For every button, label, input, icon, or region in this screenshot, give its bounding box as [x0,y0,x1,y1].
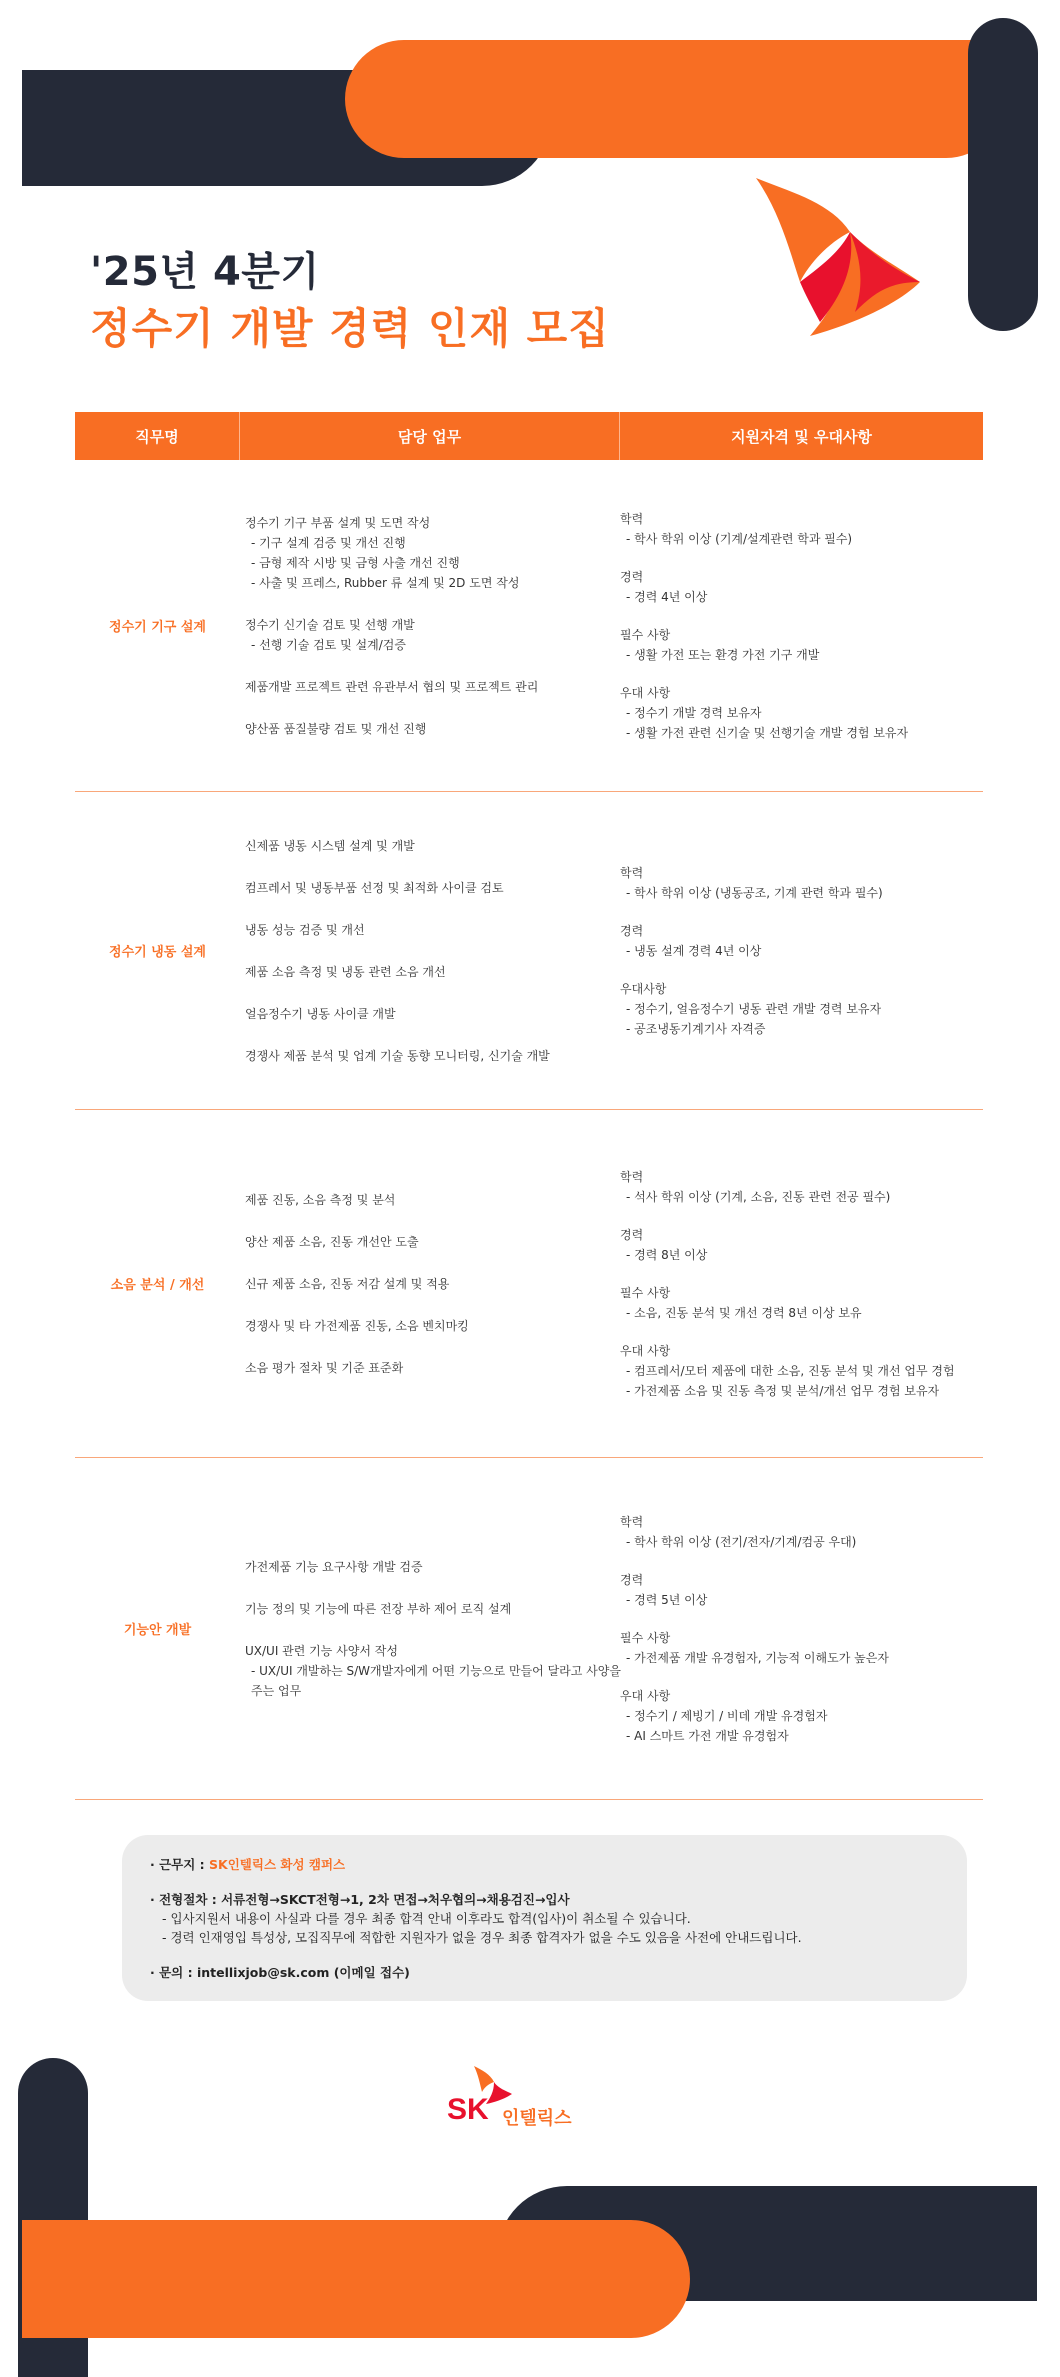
duty-item [245,1557,625,1577]
qual-title: 우대사항 [620,981,667,996]
qual-group [620,1341,983,1401]
qual-item: - 생활 가전 또는 환경 가전 기구 개발 [626,647,820,662]
qual-item: - 학사 학위 이상 (기계/설계관련 학과 필수) [626,531,853,546]
duty-item [245,1316,625,1336]
info-box [122,1835,967,2001]
duties-cell [245,792,625,1109]
info-location-label: · 근무지 : [150,1857,210,1872]
duty-item [245,962,625,982]
info-contact-label: · 문의 : [150,1965,197,1980]
qual-title: 필수 사항 [620,627,671,642]
qual-item: - 학사 학위 이상 (전기/전자/기계/컴공 우대) [626,1534,857,1549]
qualifications-cell [620,1110,983,1457]
column-header-qualifications: 지원자격 및 우대사항 [731,427,872,446]
duty-subtext: - 사출 및 프레스, Rubber 류 설계 및 2D 도면 작성 [251,575,520,590]
qual-item: - 정수기 / 제빙기 / 비데 개발 유경험자 [626,1708,828,1723]
info-location-value: SK인텔릭스 화성 캠퍼스 [209,1857,346,1872]
qual-group [620,863,983,903]
qual-item: - AI 스마트 가전 개발 유경험자 [626,1728,789,1743]
table-row [75,1110,983,1458]
qual-title: 우대 사항 [620,685,671,700]
duty-text: 제품 소음 측정 및 냉동 관련 소음 개선 [245,964,446,979]
table-header [75,412,983,460]
qual-item: - 정수기, 얼음정수기 냉동 관련 개발 경력 보유자 [626,1001,882,1016]
qualifications-cell [620,1458,983,1799]
qual-group [620,1512,983,1552]
qual-group [620,683,983,743]
column-header-job: 직무명 [75,412,240,460]
duty-item [245,1046,625,1066]
duty-item [245,513,625,593]
qual-item: - 경력 5년 이상 [626,1592,708,1607]
column-header-duties: 담당 업무 [240,412,620,460]
qual-item: - 경력 4년 이상 [626,589,708,604]
duty-item [245,615,625,655]
info-process [150,1890,939,1909]
qual-item: - 가전제품 개발 유경험자, 기능적 이해도가 높은자 [626,1650,889,1665]
duty-item [245,1358,625,1378]
duty-text: 경쟁사 제품 분석 및 업계 기술 동향 모니터링, 신기술 개발 [245,1048,550,1063]
qual-item: - 가전제품 소음 및 진동 측정 및 분석/개선 업무 경험 보유자 [626,1383,940,1398]
duty-text: 양산 제품 소음, 진동 개선안 도출 [245,1234,419,1249]
info-contact [150,1963,939,1982]
qual-group [620,1225,983,1265]
qual-group [620,1686,983,1746]
qual-title: 필수 사항 [620,1285,671,1300]
info-process-label: · 전형절차 : [150,1892,222,1907]
qual-item: - 공조냉동기계기사 자격증 [626,1021,766,1036]
qual-group [620,509,983,549]
footer-sk-logo: SK [447,2093,489,2126]
qualifications-cell [620,792,983,1109]
info-contact-value[interactable]: intellixjob@sk.com (이메일 접수) [196,1965,410,1980]
duty-item [245,1232,625,1252]
qual-group [620,979,983,1039]
qual-item: - 생활 가전 관련 신기술 및 선행기술 개발 경험 보유자 [626,725,909,740]
duty-subtext: - UX/UI 개발하는 S/W개발자에게 어떤 기능으로 만들어 달라고 사양을 주는 업무 [251,1663,621,1698]
info-process-value: 서류전형→SKCT전형→1, 2차 면접→처우협의→채용검진→입사 [221,1892,570,1907]
info-location [150,1855,939,1874]
qual-title: 경력 [620,1572,644,1587]
qual-title: 학력 [620,865,644,880]
duty-text: 컴프레서 및 냉동부품 선정 및 최적화 사이클 검토 [245,880,504,895]
duty-text: 양산품 품질불량 검토 및 개선 진행 [245,721,427,736]
qual-title: 학력 [620,1514,644,1529]
duty-text: 정수기 신기술 검토 및 선행 개발 [245,617,415,632]
duty-item [245,1004,625,1024]
duty-text: 경쟁사 및 타 가전제품 진동, 소음 벤치마킹 [245,1318,469,1333]
duty-text: 정수기 기구 부품 설계 및 도면 작성 [245,515,431,530]
qual-item: - 소음, 진동 분석 및 개선 경력 8년 이상 보유 [626,1305,862,1320]
qual-group [620,1283,983,1323]
duty-text: UX/UI 관련 기능 사양서 작성 [245,1643,398,1658]
duty-subtext: - 금형 제작 시방 및 금형 사출 개선 진행 [251,555,460,570]
qual-group [620,625,983,665]
qual-group [620,1167,983,1207]
qual-group [620,1628,983,1668]
duty-text: 기능 정의 및 기능에 따른 전장 부하 제어 로직 설계 [245,1601,512,1616]
info-note: - 입사지원서 내용이 사실과 다를 경우 최종 합격 안내 이후라도 합격(입사)이 취소될 수 있습니다. [162,1911,691,1926]
table-row [75,792,983,1110]
duty-item [245,878,625,898]
duty-text: 신규 제품 소음, 진동 저감 설계 및 적용 [245,1276,450,1291]
duty-item [245,719,625,739]
duty-text: 제품 진동, 소음 측정 및 분석 [245,1192,396,1207]
job-name: 정수기 기구 설계 [109,620,206,635]
qualifications-cell [620,460,983,791]
job-name: 소음 분석 / 개선 [110,1278,205,1293]
qual-group [620,921,983,961]
info-note: - 경력 인재영입 특성상, 모집직무에 적합한 지원자가 없을 경우 최종 합격자가 없을 수도 있음을 사전에 안내드립니다. [162,1930,802,1945]
duties-cell [245,1110,625,1457]
table-row [75,460,983,792]
job-name: 기능안 개발 [123,1623,192,1638]
duty-text: 얼음정수기 냉동 사이클 개발 [245,1006,396,1021]
page-title-main: 정수기 개발 경력 인재 모집 [90,304,610,353]
qual-item: - 석사 학위 이상 (기계, 소음, 진동 관련 전공 필수) [626,1189,891,1204]
duty-item [245,836,625,856]
duties-cell [245,460,625,791]
qual-title: 경력 [620,1227,644,1242]
job-name: 정수기 냉동 설계 [109,945,206,960]
qual-title: 학력 [620,1169,644,1184]
duty-text: 냉동 성능 검증 및 개선 [245,922,365,937]
duty-text: 가전제품 기능 요구사항 개발 검증 [245,1559,423,1574]
qual-title: 경력 [620,569,644,584]
duty-subtext: - 선행 기술 검토 및 설계/검증 [251,637,406,652]
footer-brand-name: 인텔릭스 [502,2108,572,2129]
qual-title: 경력 [620,923,644,938]
qual-title: 우대 사항 [620,1343,671,1358]
qual-group [620,1570,983,1610]
duty-item [245,1190,625,1210]
duty-item [245,920,625,940]
qual-item: - 정수기 개발 경력 보유자 [626,705,762,720]
qual-group [620,567,983,607]
duty-text: 소음 평가 절차 및 기준 표준화 [245,1360,404,1375]
duty-text: 신제품 냉동 시스템 설계 및 개발 [245,838,415,853]
qual-title: 우대 사항 [620,1688,671,1703]
qual-item: - 학사 학위 이상 (냉동공조, 기계 관련 학과 필수) [626,885,883,900]
duties-cell [245,1458,625,1799]
qual-item: - 냉동 설계 경력 4년 이상 [626,943,762,958]
qual-title: 학력 [620,511,644,526]
qual-title: 필수 사항 [620,1630,671,1645]
duty-item [245,1599,625,1619]
duty-item [245,677,625,697]
table-row [75,1458,983,1800]
footer-orange-shape [22,2220,690,2338]
duty-text: 제품개발 프로젝트 관련 유관부서 협의 및 프로젝트 관리 [245,679,539,694]
header-orange-shape [345,40,1005,158]
duty-item [245,1274,625,1294]
duty-subtext: - 기구 설계 검증 및 개선 진행 [251,535,406,550]
page-title-period: '25년 4분기 [90,249,320,295]
qual-item: - 경력 8년 이상 [626,1247,708,1262]
duty-item [245,1641,625,1701]
header-navy-pill [968,18,1038,331]
qual-item: - 컴프레서/모터 제품에 대한 소음, 진동 분석 및 개선 업무 경험 [626,1363,955,1378]
sk-butterfly-logo [750,172,928,342]
